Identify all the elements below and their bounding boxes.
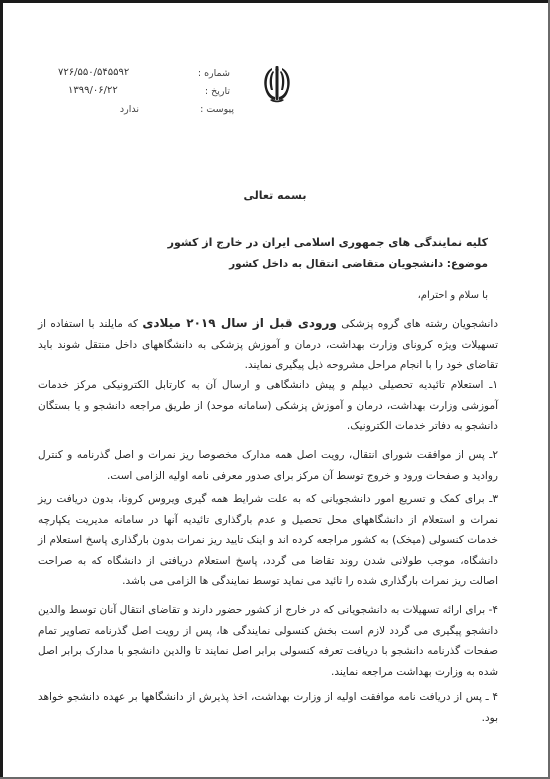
- intro-paragraph: [38, 313, 498, 376]
- page-border-top: [0, 0, 550, 3]
- letter-date: ۱۳۹۹/۰۶/۲۲: [68, 85, 118, 96]
- item-3-paragraph: ۳ـ برای کمک و تسریع امور دانشجویانی که به علت شرایط همه گیری ویروس کرونا، بدون دریافت ریز نمرات و استعلام از دانشگاههای محل تحصیل و عدم بارگذاری تائیدیه آنها در سامانه مدیریت یکپارچه خدمات کنسولی (میخک) به کشور مراجعه کرده اند و اینک تایید ریز نمرات بدون بارگذاری پاسخ استعلام از دانشگاه، موجب طولانی شدن روند تقاضا می گردد، پاسخ استعلام دریافتی از دانشگاه که به صراحت اصالت ریز نمرات بارگذاری شده را تائید می نماید توسط نمایندگی ها الزامی می باشد.: [38, 493, 498, 587]
- item-1-paragraph: ۱ـ استعلام تائیدیه تحصیلی دیپلم و پیش دانشگاهی و ارسال آن به کارتابل الکترونیکی مرکز خدمات آموزشی وزارت بهداشت، درمان و آموزش پزشکی (سامانه موحد) از طریق مراجعه دانشجو و یا بستگان دانشجو به دفاتر خدمات الکترونیک.: [38, 379, 498, 432]
- recipient-line: کلیه نمایندگی های جمهوری اسلامی ایران در خارج از کشور: [167, 236, 488, 249]
- intro-text-end: که مایلند با استفاده از تسهیلات ویژه کرونای وزارت بهداشت، درمان و آموزش پزشکی به دانشگاههای داخل منتقل شوند باید تقاضای خود را با انجام مراحل مشروحه ذیل پیگیری نمایند.: [38, 318, 498, 371]
- page-border-left: [0, 0, 3, 779]
- number-label: شماره :: [197, 68, 230, 79]
- basmala-heading: بسمه تعالی: [243, 189, 307, 202]
- item-4-paragraph: ۴- برای ارائه تسهیلات به دانشجویانی که در خارج از کشور حضور دارند و تقاضای انتقال آنان توسط والدین دانشجو پیگیری می گردد لازم است بخش کنسولی نمایندگی ها، پس از رویت اصل گذرنامه تصاویر تمام صفحات گذرنامه دانشجو با دریافت تعرفه کنسولی برابر اصل نمایند تا والدین دانشجو با مدارک برابر اصل شده به وزارت بهداشت مراجعه نمایند.: [38, 604, 498, 678]
- subject-line: موضوع: دانشجویان متقاضی انتقال به داخل کشور: [229, 258, 488, 270]
- date-label: تاریخ :: [204, 86, 230, 97]
- item-5-paragraph: ۴ ـ پس از دریافت نامه موافقت اولیه از وزارت بهداشت، اخذ پذیرش از دانشگاهها بر عهده دانشجو خواهد بود.: [38, 691, 498, 724]
- intro-text-start: دانشجویان رشته های گروه پزشکی: [341, 318, 498, 330]
- intro-highlight: ورودی قبل از سال ۲۰۱۹ میلادی: [142, 316, 337, 330]
- attachment-label: پیوست :: [200, 104, 234, 115]
- attachment-value: ندارد: [119, 104, 139, 115]
- greeting-line: با سلام و احترام،: [417, 290, 488, 301]
- iran-emblem-icon: [255, 62, 299, 106]
- item-2-paragraph: ۲ـ پس از موافقت شورای انتقال، رویت اصل همه مدارک مخصوصا ریز نمرات و اصل گذرنامه و کنترل روادید و صفحات ورود و خروج توسط آن مرکز برای صدور معرفی نامه اولیه الزامی است.: [38, 449, 498, 482]
- letter-number: ۷۲۶/۵۵۰/۵۴۵۵۹۲: [58, 67, 130, 78]
